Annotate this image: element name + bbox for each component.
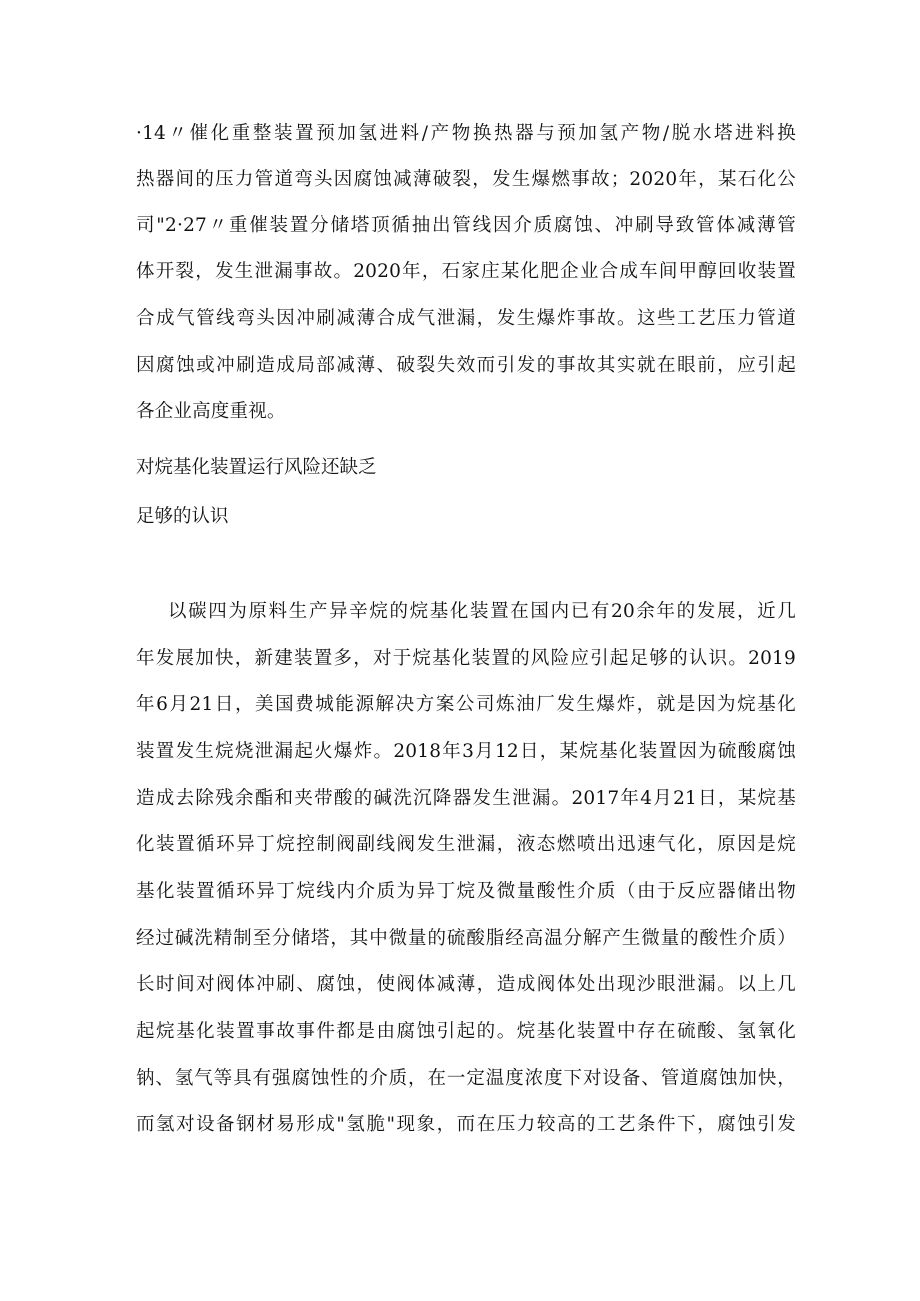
paragraph-2-line-10: 起烷基化装置事故事件都是由腐蚀引起的。烷基化装置中存在硫酸、氢氧化	[136, 1021, 796, 1042]
paragraph-2-line-7: 基化装置循环异丁烷线内介质为异丁烷及微量酸性介质（由于反应器储出物	[136, 881, 796, 902]
paragraph-1-line-2: 热器间的压力管道弯头因腐蚀减薄破裂，发生爆燃事故；2020年，某石化公	[136, 169, 796, 190]
paragraph-2-line-11: 钠、氢气等具有强腐蚀性的介质，在一定温度浓度下对设备、管道腐蚀加快，	[136, 1068, 796, 1089]
paragraph-2-line-9: 长时间对阀体冲刷、腐蚀，使阀体减薄，造成阀体处出现沙眼泄漏。以上几	[136, 974, 796, 995]
section-heading-line-1: 对烷基化装置运行风险还缺乏	[136, 457, 377, 478]
paragraph-2-line-2: 年发展加快，新建装置多，对于烷基化装置的风险应引起足够的认识。2019	[136, 648, 796, 669]
paragraph-2-line-3: 年6月21日，美国费城能源解决方案公司炼油厂发生爆炸，就是因为烷基化	[136, 694, 796, 715]
paragraph-1-line-7: 各企业高度重视。	[136, 401, 286, 422]
paragraph-1-line-6: 因腐蚀或冲刷造成局部减薄、破裂失效而引发的事故其实就在眼前，应引起	[136, 355, 796, 376]
paragraph-1-line-5: 合成气管线弯头因冲刷减薄合成气泄漏，发生爆炸事故。这些工艺压力管道	[136, 308, 796, 329]
paragraph-1-line-1: ·14〃催化重整装置预加氢进料/产物换热器与预加氢产物/脱水塔进料换	[136, 123, 796, 144]
section-heading-line-2: 足够的认识	[136, 506, 229, 527]
paragraph-2-line-12: 而氢对设备钢材易形成"氢脆"现象，而在压力较高的工艺条件下，腐蚀引发	[136, 1114, 796, 1135]
paragraph-2-line-4: 装置发生烷烧泄漏起火爆炸。2018年3月12日，某烷基化装置因为硫酸腐蚀	[136, 741, 796, 762]
paragraph-1-line-4: 体开裂，发生泄漏事故。2020年，石家庄某化肥企业合成车间甲醇回收装置	[136, 261, 796, 282]
paragraph-2-line-6: 化装置循环异丁烷控制阀副线阀发生泄漏，液态燃喷出迅速气化，原因是烷	[136, 834, 796, 855]
paragraph-2-line-5: 造成去除残余酯和夹带酸的碱洗沉降器发生泄漏。2017年4月21日，某烷基	[136, 788, 796, 809]
paragraph-2-line-1: 以碳四为原料生产异辛烷的烷基化装置在国内已有20余年的发展，近几	[168, 601, 796, 622]
paragraph-1-line-3: 司"2·27〃重催装置分储塔顶循抽出管线因介质腐蚀、冲刷导致管体减薄管	[136, 215, 796, 236]
paragraph-2-line-8: 经过碱洗精制至分储塔，其中微量的硫酸脂经高温分解产生微量的酸性介质）	[136, 928, 796, 949]
